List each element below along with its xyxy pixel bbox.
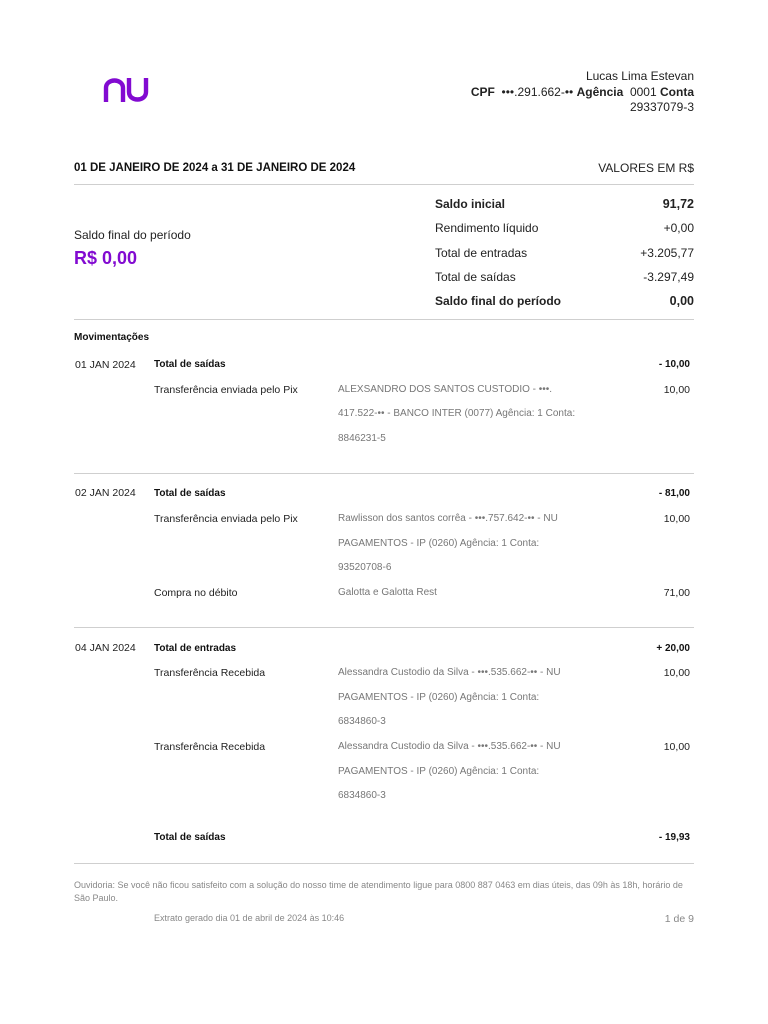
summary-row-saidas bbox=[435, 270, 694, 284]
day-total-label: Total de saídas bbox=[154, 359, 226, 370]
day-total-label: Total de entradas bbox=[154, 643, 237, 654]
summary-label: Total de entradas bbox=[435, 246, 528, 260]
ouvidoria-note: Ouvidoria: Se você não ficou satisfeito com a solução do nosso time de atendimento ligue para 0800 887 0463 em dias úteis, das 09h às 18h, horário de São Paulo. bbox=[74, 880, 683, 903]
summary-label: Saldo final do período bbox=[435, 294, 561, 308]
transaction-desc: ALEXSANDRO DOS SANTOS CUSTODIO - •••. bbox=[338, 384, 553, 395]
transaction-desc: 93520708-6 bbox=[338, 562, 392, 573]
movement-date: 04 JAN 2024 bbox=[75, 642, 136, 654]
agencia-label: Agência bbox=[576, 84, 624, 99]
summary-row-rendimento bbox=[435, 221, 694, 235]
transaction-label: Transferência Recebida bbox=[154, 667, 266, 679]
saldo-final-value: R$ 0,00 bbox=[74, 248, 138, 268]
day-total-value: + 20,00 bbox=[656, 643, 690, 654]
cpf-label: CPF bbox=[470, 84, 495, 99]
divider bbox=[74, 473, 694, 474]
transaction-desc: 6834860-3 bbox=[338, 716, 386, 727]
cpf-value: •••.291.662-•• bbox=[501, 84, 574, 99]
transaction-desc: PAGAMENTOS - IP (0260) Agência: 1 Conta: bbox=[338, 538, 540, 549]
summary-label: Rendimento líquido bbox=[435, 221, 539, 235]
page-number: 1 de 9 bbox=[664, 913, 694, 925]
agencia-value: 0001 bbox=[629, 84, 657, 99]
currency-note: VALORES EM R$ bbox=[598, 161, 694, 175]
transaction-desc: Rawlisson dos santos corrêa - •••.757.642-•• - NU bbox=[338, 513, 558, 524]
transaction-label: Transferência Recebida bbox=[154, 741, 266, 753]
transaction-value: 10,00 bbox=[663, 513, 690, 525]
summary-value: +3.205,77 bbox=[640, 246, 694, 260]
summary-row-saldo-inicial bbox=[435, 197, 694, 211]
summary-value: 91,72 bbox=[662, 197, 694, 211]
transaction-desc: 417.522-•• - BANCO INTER (0077) Agência: 1 Conta: bbox=[338, 408, 576, 419]
summary-value: -3.297,49 bbox=[643, 270, 694, 284]
divider bbox=[74, 184, 694, 185]
transaction-label: Transferência enviada pelo Pix bbox=[154, 513, 298, 525]
transaction-desc: 6834860-3 bbox=[338, 790, 386, 801]
transaction-desc: PAGAMENTOS - IP (0260) Agência: 1 Conta: bbox=[338, 692, 540, 703]
summary-row-entradas bbox=[435, 246, 694, 260]
movement-date: 01 JAN 2024 bbox=[75, 359, 136, 371]
saldo-final-label: Saldo final do período bbox=[74, 228, 191, 242]
nubank-logo bbox=[103, 76, 149, 104]
transaction-label: Transferência enviada pelo Pix bbox=[154, 384, 298, 396]
account-holder-block bbox=[471, 69, 694, 116]
day-total-label: Total de saídas bbox=[154, 488, 226, 499]
summary-label: Saldo inicial bbox=[435, 197, 506, 211]
divider bbox=[74, 627, 694, 628]
transaction-desc: PAGAMENTOS - IP (0260) Agência: 1 Conta: bbox=[338, 766, 540, 777]
transaction-label: Compra no débito bbox=[154, 587, 238, 599]
day-total-label: Total de saídas bbox=[154, 832, 226, 843]
conta-value: 29337079-3 bbox=[629, 100, 694, 114]
summary-row-saldo-final bbox=[435, 294, 694, 308]
transaction-value: 10,00 bbox=[663, 741, 690, 753]
transaction-value: 71,00 bbox=[663, 587, 690, 599]
movement-date: 02 JAN 2024 bbox=[75, 487, 136, 499]
divider bbox=[74, 863, 694, 864]
divider bbox=[74, 319, 694, 320]
holder-name: Lucas Lima Estevan bbox=[585, 69, 694, 83]
movements-title: Movimentações bbox=[74, 332, 150, 343]
transaction-value: 10,00 bbox=[663, 384, 690, 396]
day-total-value: - 19,93 bbox=[658, 832, 690, 843]
day-total-value: - 81,00 bbox=[658, 488, 690, 499]
account-ids bbox=[471, 85, 694, 101]
summary-label: Total de saídas bbox=[435, 270, 516, 284]
transaction-desc: 8846231-5 bbox=[338, 433, 386, 444]
summary-value: +0,00 bbox=[663, 221, 694, 235]
transaction-desc: Galotta e Galotta Rest bbox=[338, 587, 437, 598]
statement-period: 01 DE JANEIRO DE 2024 a 31 DE JANEIRO DE 2024 bbox=[74, 162, 356, 174]
transaction-value: 10,00 bbox=[663, 667, 690, 679]
transaction-desc: Alessandra Custodio da Silva - •••.535.662-•• - NU bbox=[338, 741, 561, 752]
conta-label: Conta bbox=[660, 84, 694, 99]
generated-date: Extrato gerado dia 01 de abril de 2024 às 10:46 bbox=[154, 913, 345, 923]
transaction-desc: Alessandra Custodio da Silva - •••.535.662-•• - NU bbox=[338, 667, 561, 678]
day-total-value: - 10,00 bbox=[658, 359, 690, 370]
summary-value: 0,00 bbox=[669, 294, 694, 308]
